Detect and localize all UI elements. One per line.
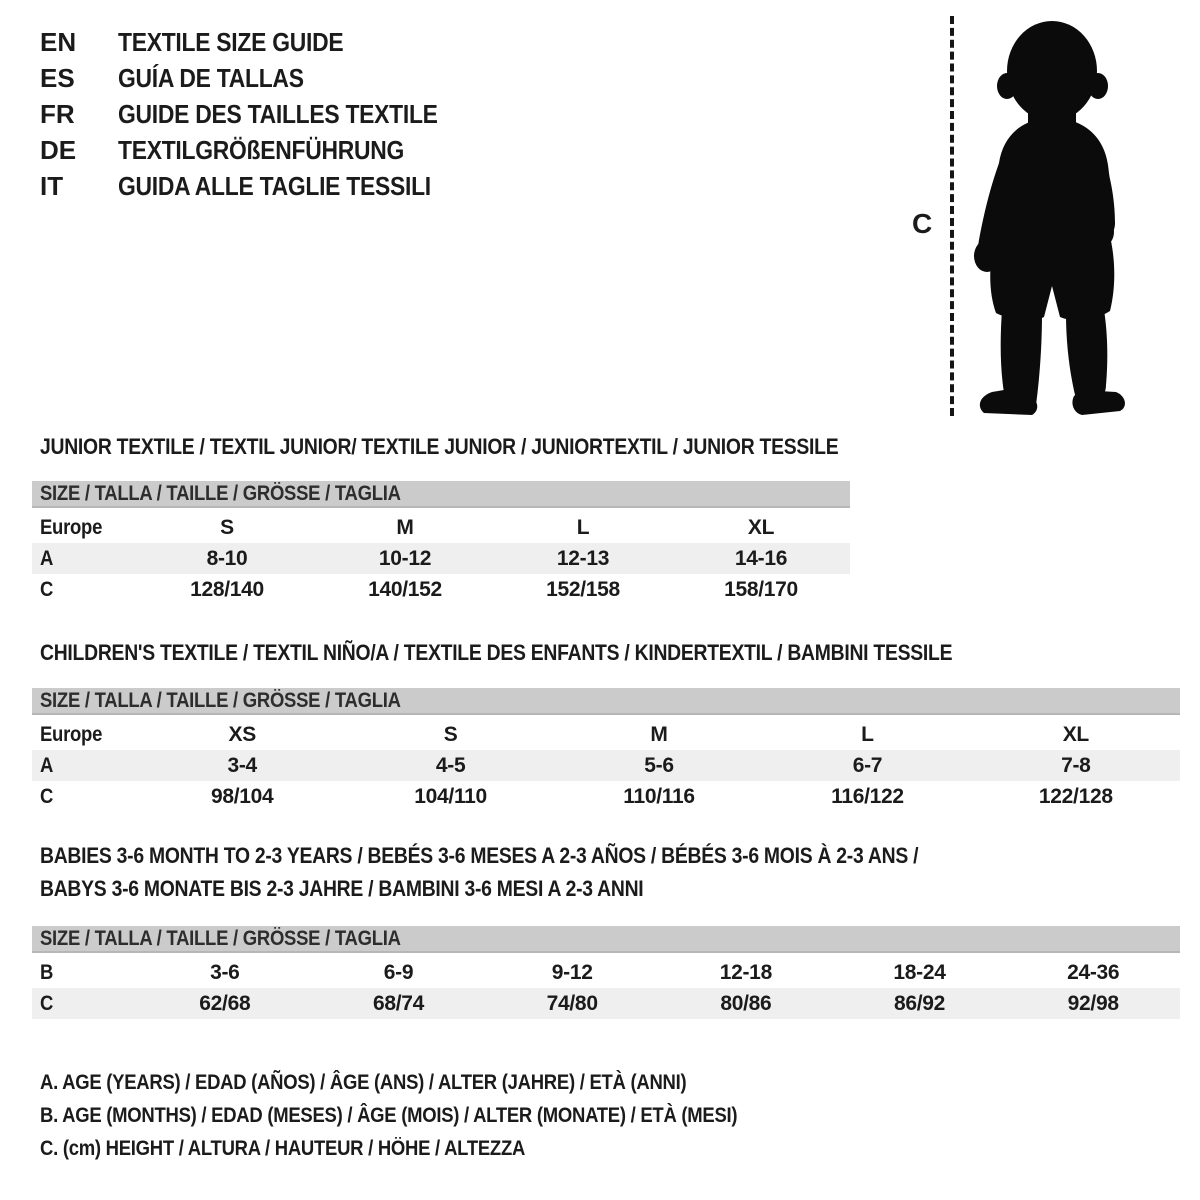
children-row-age: [32, 750, 1180, 781]
cell-value: 158/170: [724, 577, 798, 601]
legend-line-c: [40, 1132, 832, 1165]
cell-value: 24-36: [1067, 960, 1120, 984]
babies-size-header-bar: [32, 926, 1180, 953]
language-row-en: [40, 24, 481, 60]
guide-title: GUÍA DE TALLAS: [118, 62, 304, 93]
cell-value: 68/74: [372, 991, 425, 1015]
cell-value: S: [220, 515, 234, 539]
row-label: C: [40, 784, 54, 808]
children-row-height: [32, 781, 1180, 812]
cell-value: 116/122: [831, 784, 904, 808]
cell-value: 3-6: [210, 960, 240, 984]
children-row-europe: [32, 719, 1180, 750]
guide-title: GUIDE DES TAILLES TEXTILE: [118, 98, 438, 129]
language-code: DE: [40, 134, 77, 165]
babies-row-height: [32, 988, 1180, 1019]
children-section-heading: [40, 640, 1077, 666]
row-label: B: [40, 960, 54, 984]
cell-value: 10-12: [378, 546, 432, 570]
size-header-label: SIZE / TALLA / TAILLE / GRÖSSE / TAGLIA: [40, 688, 401, 712]
junior-row-europe: [32, 512, 850, 543]
cell-value: 6-9: [383, 960, 414, 984]
legend-text-a: A. AGE (YEARS) / EDAD (AÑOS) / ÂGE (ANS) / ALTER (JAHRE) / ETÀ (ANNI): [40, 1070, 687, 1094]
junior-size-table: [32, 481, 850, 605]
cell-value: 104/110: [414, 784, 487, 808]
cell-value: M: [650, 722, 668, 746]
cell-value: S: [443, 722, 458, 746]
cell-value: 98/104: [210, 784, 274, 808]
junior-row-height: [32, 574, 850, 605]
language-row-de: [40, 132, 481, 168]
children-size-header-bar: [32, 688, 1180, 715]
cell-value: 110/116: [623, 784, 695, 808]
height-measure-label: C: [912, 208, 933, 239]
guide-title: TEXTILE SIZE GUIDE: [118, 26, 344, 57]
row-label: Europe: [40, 722, 103, 746]
babies-section-heading-line1: [40, 843, 1038, 869]
cell-value: XL: [747, 515, 775, 539]
cell-value: 14-16: [734, 546, 788, 570]
cell-value: 5-6: [644, 753, 674, 777]
language-code: IT: [40, 170, 64, 201]
junior-section-heading: [40, 434, 947, 460]
junior-section-heading-text: JUNIOR TEXTILE / TEXTIL JUNIOR/ TEXTILE JUNIOR / JUNIORTEXTIL / JUNIOR TESSILE: [40, 434, 839, 459]
measurement-legend: [40, 1066, 832, 1165]
babies-heading-text-line2: BABYS 3-6 MONATE BIS 2-3 JAHRE / BAMBINI 3-6 MESI A 2-3 ANNI: [40, 876, 644, 901]
cell-value: 8-10: [206, 546, 248, 570]
cell-value: XS: [228, 722, 256, 746]
row-label: C: [40, 577, 54, 601]
cell-value: 3-4: [227, 753, 257, 777]
cell-value: 80/86: [720, 991, 772, 1015]
language-code: FR: [40, 98, 75, 129]
cell-value: 7-8: [1061, 753, 1091, 777]
cell-value: XL: [1062, 722, 1089, 746]
cell-value: 6-7: [852, 753, 883, 777]
language-row-es: [40, 60, 481, 96]
cell-value: 86/92: [893, 991, 946, 1015]
cell-value: 152/158: [546, 577, 620, 601]
babies-size-table: [32, 926, 1180, 1019]
junior-row-age: [32, 543, 850, 574]
cell-value: M: [396, 515, 414, 539]
language-row-it: [40, 168, 481, 204]
junior-size-header-bar: [32, 481, 850, 508]
guide-title: GUIDA ALLE TAGLIE TESSILI: [118, 170, 431, 201]
size-header-label: SIZE / TALLA / TAILLE / GRÖSSE / TAGLIA: [40, 926, 401, 950]
guide-title: TEXTILGRÖßENFÜHRUNG: [118, 134, 405, 165]
legend-text-c: C. (cm) HEIGHT / ALTURA / HAUTEUR / HÖHE / ALTEZZA: [40, 1136, 526, 1160]
cell-value: 140/152: [368, 577, 442, 601]
toddler-silhouette-shape: [974, 21, 1125, 415]
babies-section-heading-line2: [40, 876, 726, 902]
cell-value: 74/80: [546, 991, 598, 1015]
height-measure-dashed-line: [950, 16, 954, 416]
children-size-table: [32, 688, 1180, 812]
children-section-heading-text: CHILDREN'S TEXTILE / TEXTIL NIÑO/A / TEXTILE DES ENFANTS / KINDERTEXTIL / BAMBINI TESSILE: [40, 640, 953, 665]
row-label: Europe: [40, 515, 103, 539]
babies-row-months: [32, 957, 1180, 988]
cell-value: 128/140: [190, 577, 264, 601]
language-code: ES: [40, 62, 75, 93]
cell-value: 4-5: [435, 753, 466, 777]
cell-value: L: [861, 722, 874, 746]
babies-heading-text-line1: BABIES 3-6 MONTH TO 2-3 YEARS / BEBÉS 3-6 MESES A 2-3 AÑOS / BÉBÉS 3-6 MOIS À 2-3 ANS /: [40, 843, 919, 868]
cell-value: 12-13: [556, 546, 610, 570]
language-row-fr: [40, 96, 481, 132]
size-header-label: SIZE / TALLA / TAILLE / GRÖSSE / TAGLIA: [40, 481, 401, 505]
row-label: A: [40, 546, 54, 570]
legend-line-a: [40, 1066, 832, 1099]
legend-text-b: B. AGE (MONTHS) / EDAD (MESES) / ÂGE (MOIS) / ALTER (MONATE) / ETÀ (MESI): [40, 1103, 738, 1127]
cell-value: 122/128: [1038, 784, 1113, 808]
row-label: A: [40, 753, 54, 777]
cell-value: 62/68: [199, 991, 251, 1015]
row-label: C: [40, 991, 54, 1015]
toddler-silhouette-icon: [962, 14, 1142, 418]
legend-line-b: [40, 1099, 832, 1132]
cell-value: 92/98: [1067, 991, 1119, 1015]
cell-value: 18-24: [893, 960, 946, 984]
cell-value: 12-18: [719, 960, 772, 984]
language-title-list: [40, 24, 481, 204]
language-code: EN: [40, 26, 77, 57]
cell-value: 9-12: [551, 960, 593, 984]
cell-value: L: [576, 515, 590, 539]
